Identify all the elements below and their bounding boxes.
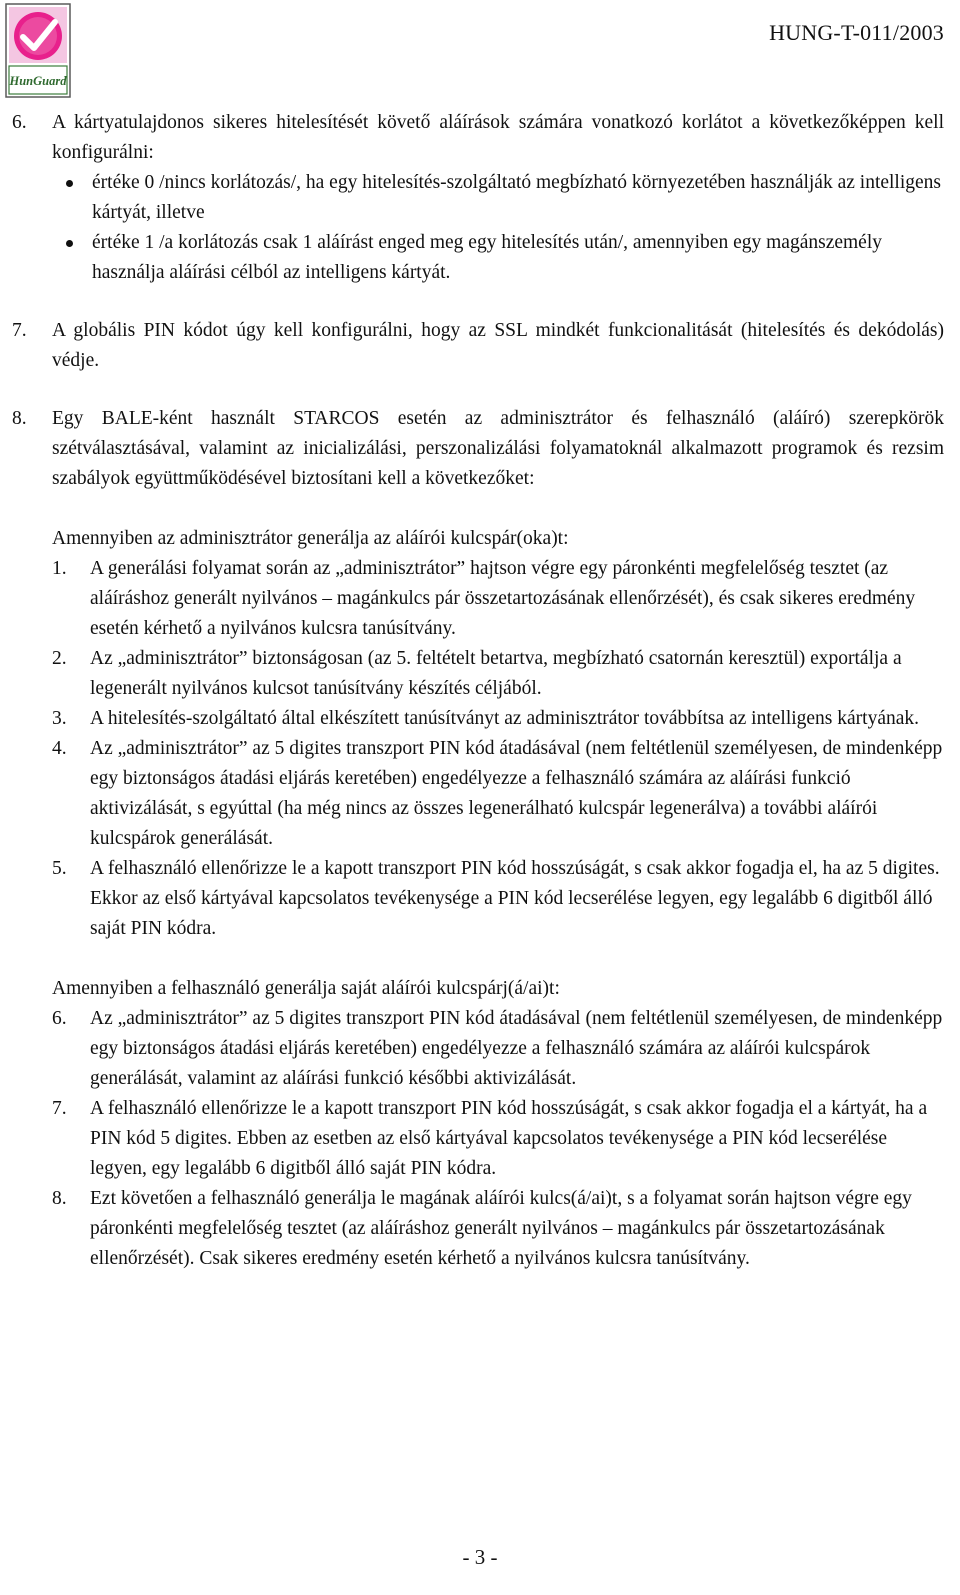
bullet-icon <box>52 168 92 228</box>
list-item: 7. A felhasználó ellenőrizze le a kapott transzport PIN kód hosszúságát, s csak akkor fogadja el a kártyát, ha a PIN kód 5 digites. Ebben az esetben az első kártyával kapcsolatos tevékenysége a PIN kód lecserélése legyen, egy legalább 6 digitből álló saját PIN kódra. <box>52 1098 928 1179</box>
bullet-icon <box>52 228 92 288</box>
bullet-item: értéke 0 /nincs korlátozás/, ha egy hitelesítés-szolgáltató megbízható környezetében használják az intelligens kártyát, illetve <box>52 168 944 228</box>
checkmark-icon <box>5 3 71 98</box>
list-item: 8. Ezt követően a felhasználó generálja le magának aláírói kulcs(á/ai)t, s a folyamat során hajtson végre egy páronkénti megfelelőség tesztet (az aláíráshoz generált nyilvános – magánkulcs pár összetartozásának ellenőrzését). Csak sikeres eredmény esetén kérhető a nyilvános kulcsra tanúsítvány. <box>52 1188 912 1269</box>
list-item: 3. A hitelesítés-szolgáltató által elkészített tanúsítványt az adminisztrátor továbbítsa az intelligens kártyának. <box>52 708 920 729</box>
numbered-paragraph-8 <box>12 404 944 494</box>
paragraph-number: 8. <box>12 408 27 429</box>
user-steps-list <box>52 1004 944 1274</box>
list-item: 4. Az „adminisztrátor” az 5 digites transzport PIN kód átadásával (nem feltétlenül személyesen, de mindenképp egy biztonságos átadási eljárás keretében) engedélyezze a felhasználó számára az aláírási funkció aktivizálását, s egyúttal (ha még nincs az összes legenerálható kulcspár legenerálva) a további aláírói kulcspárok generálását. <box>52 738 943 849</box>
page-number: - 3 - <box>462 1545 498 1569</box>
hunguard-logo <box>5 3 71 98</box>
numbered-paragraph-6 <box>12 108 944 288</box>
document-id: HUNG-T-011/2003 <box>769 20 944 45</box>
paragraph-text: A kártyatulajdonos sikeres hitelesítését követő aláírások számára vonatkozó korlátot a következőképpen kell konfigurálni: <box>52 112 944 163</box>
paragraph-text: Egy BALE-ként használt STARCOS esetén az adminisztrátor és felhasználó (aláíró) szerepkörök szétválasztásával, valamint az inicializálási, perszonalizálási folyamatoknál alkalmazott programok és rezsim szabályok együttműködésével biztosítani kell a következőket: <box>52 408 944 489</box>
section-intro-admin: Amennyiben az adminisztrátor generálja az aláírói kulcspár(oka)t: <box>52 528 569 549</box>
list-item: 1. A generálási folyamat során az „adminisztrátor” hajtson végre egy páronkénti megfelelőség tesztet (az aláíráshoz generált nyilvános – magánkulcs pár összetartozásának ellenőrzését), és csak sikeres eredmény esetén kérhető a nyilvános kulcsra tanúsítvány. <box>52 558 916 639</box>
admin-steps-list <box>52 554 944 944</box>
paragraph-number: 6. <box>12 112 27 133</box>
list-item: 2. Az „adminisztrátor” biztonságosan (az 5. feltételt betartva, megbízható csatornán keresztül) exportálja a legenerált nyilvános kulcsot tanúsítvány készítés céljából. <box>52 648 902 699</box>
paragraph-number: 7. <box>12 320 27 341</box>
section-intro-user: Amennyiben a felhasználó generálja saját aláírói kulcspárj(á/ai)t: <box>52 978 560 999</box>
svg-text:HunGuard: HunGuard <box>9 74 67 88</box>
list-item: 6. Az „adminisztrátor” az 5 digites transzport PIN kód átadásával (nem feltétlenül személyesen, de mindenképp egy biztonságos átadási eljárás keretében) engedélyezze a felhasználó számára az aláírói kulcspárok generálását, valamint az aláírási funkció későbbi aktivizálását. <box>52 1008 943 1089</box>
numbered-paragraph-7 <box>12 316 944 376</box>
document-body <box>12 108 944 1274</box>
bullet-item: értéke 1 /a korlátozás csak 1 aláírást enged meg egy hitelesítés után/, amennyiben egy magánszemély használja aláírási célból az intelligens kártyát. <box>52 228 944 288</box>
list-item: 5. A felhasználó ellenőrizze le a kapott transzport PIN kód hosszúságát, s csak akkor fogadja el, ha az 5 digites. Ekkor az első kártyával kapcsolatos tevékenysége a PIN kód lecserélése legyen, egy legalább 6 digitből álló saját PIN kódra. <box>52 858 940 939</box>
paragraph-text: A globális PIN kódot úgy kell konfigurálni, hogy az SSL mindkét funkcionalitását (hitelesítés és dekódolás) védje. <box>52 320 944 371</box>
